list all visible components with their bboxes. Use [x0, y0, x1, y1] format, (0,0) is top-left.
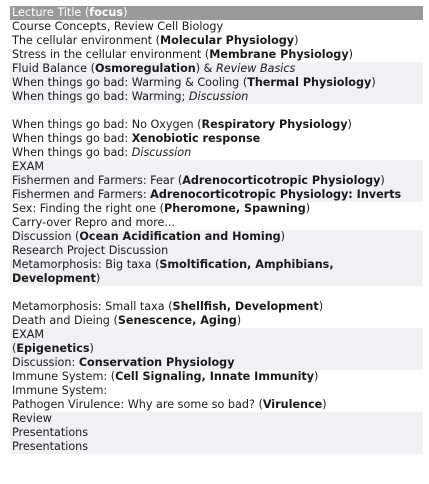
lecture-row [10, 328, 423, 342]
header-label: Lecture Title ( [12, 6, 90, 19]
table-header [10, 6, 423, 20]
lecture-text: ) [280, 230, 286, 243]
lecture-focus: Osmoregulation [94, 62, 196, 75]
lecture-row [10, 258, 423, 286]
lecture-row [10, 440, 423, 454]
lecture-text: EXAM [12, 328, 45, 341]
lecture-focus: Thermal Physiology [247, 76, 372, 89]
lecture-row [10, 412, 423, 426]
lecture-text: Discussion: [12, 356, 79, 369]
lecture-row [10, 20, 423, 34]
spacer-row [10, 286, 423, 300]
header-focus-label: focus [89, 6, 124, 19]
lecture-row [10, 146, 423, 160]
lecture-text: Stress in the cellular environment ( [12, 48, 210, 61]
spacer-row [10, 104, 423, 118]
lecture-focus: Senescence, Aging [117, 314, 237, 327]
lecture-focus: Membrane Physiology [209, 48, 349, 61]
lecture-row [10, 398, 423, 412]
lecture-text: ) [314, 370, 319, 383]
lecture-row [10, 174, 423, 188]
lecture-focus: Xenobiotic response [131, 132, 261, 145]
schedule-rows [10, 20, 423, 454]
lecture-focus: Ocean Acidification and Homing [79, 230, 281, 243]
lecture-row [10, 384, 423, 398]
lecture-text: ) [294, 34, 299, 47]
lecture-text: When things go bad: No Oxygen ( [12, 118, 202, 131]
lecture-text: Metamorphosis: Big taxa ( [12, 258, 160, 271]
lecture-row [10, 90, 423, 104]
lecture-text: When things go bad: Warming; [12, 90, 189, 103]
lecture-text: Course Concepts, Review Cell Biology [12, 20, 224, 33]
lecture-focus: Epigenetics [16, 342, 90, 355]
lecture-text: Fishermen and Farmers: [12, 188, 151, 201]
lecture-text: ) [348, 48, 353, 61]
lecture-text: Death and Dieing ( [12, 314, 118, 327]
lecture-row [10, 132, 423, 146]
lecture-focus: Pheromone, Spawning [164, 202, 306, 215]
lecture-text: Discussion ( [12, 230, 80, 243]
lecture-row [10, 216, 423, 230]
lecture-focus: Adrenocorticotropic Physiology: Inverts [150, 188, 402, 201]
lecture-text: Review [12, 412, 52, 425]
lecture-text: The cellular environment ( [12, 34, 160, 47]
lecture-text: ) [305, 202, 311, 215]
lecture-row [10, 62, 423, 76]
lecture-row [10, 188, 423, 202]
lecture-text: ) [322, 398, 327, 411]
lecture-text: When things go bad: [12, 146, 132, 159]
lecture-text: Fluid Balance ( [12, 62, 95, 75]
lecture-text: Immune System: [12, 384, 108, 397]
lecture-focus: Respiratory Physiology [201, 118, 348, 131]
lecture-row [10, 76, 423, 90]
lecture-note: Review Basics [215, 62, 296, 75]
lecture-row [10, 160, 423, 174]
lecture-row [10, 202, 423, 216]
lecture-row [10, 426, 423, 440]
lecture-row [10, 356, 423, 370]
lecture-row [10, 230, 423, 244]
lecture-text: ) [371, 76, 376, 89]
lecture-row [10, 48, 423, 62]
lecture-text: Fishermen and Farmers: Fear ( [12, 174, 183, 187]
lecture-focus: Shellfish, Development [172, 300, 319, 313]
lecture-text: ) [318, 300, 324, 313]
lecture-row [10, 300, 423, 314]
lecture-row [10, 244, 423, 258]
lecture-text: Presentations [12, 440, 89, 453]
lecture-text: Presentations [12, 426, 89, 439]
lecture-row [10, 370, 423, 384]
lecture-text: Sex: Finding the right one ( [12, 202, 165, 215]
lecture-text: ) [380, 174, 385, 187]
lecture-note: Discussion [188, 90, 249, 103]
lecture-text: Immune System: ( [12, 370, 116, 383]
lecture-focus: Conservation Physiology [78, 356, 235, 369]
lecture-text: ) [236, 314, 242, 327]
lecture-row [10, 314, 423, 328]
lecture-text: ( [12, 342, 17, 355]
header-suffix: ) [123, 6, 128, 19]
lecture-text: When things go bad: [12, 132, 132, 145]
lecture-text: Carry-over Repro and more... [12, 216, 176, 229]
lecture-text: ) & [195, 62, 216, 75]
lecture-note: Discussion [131, 146, 192, 159]
lecture-row [10, 118, 423, 132]
lecture-focus: Molecular Physiology [160, 34, 295, 47]
lecture-text: EXAM [12, 160, 45, 173]
lecture-text: Pathogen Virulence: Why are some so bad? ( [12, 398, 263, 411]
lecture-focus: Virulence [262, 398, 323, 411]
lecture-text: ) [347, 118, 352, 131]
lecture-focus: Adrenocorticotropic Physiology [182, 174, 381, 187]
lecture-text: ) [89, 342, 94, 355]
lecture-text: Metamorphosis: Small taxa ( [12, 300, 173, 313]
lecture-focus: Smoltification, Amphibians, Development [12, 258, 334, 285]
lecture-text: ) [95, 272, 101, 285]
lecture-text: When things go bad: Warming & Cooling ( [12, 76, 248, 89]
lecture-focus: Cell Signaling, Innate Immunity [115, 370, 315, 383]
lecture-text: Research Project Discussion [12, 244, 169, 257]
lecture-row [10, 34, 423, 48]
lecture-row [10, 342, 423, 356]
